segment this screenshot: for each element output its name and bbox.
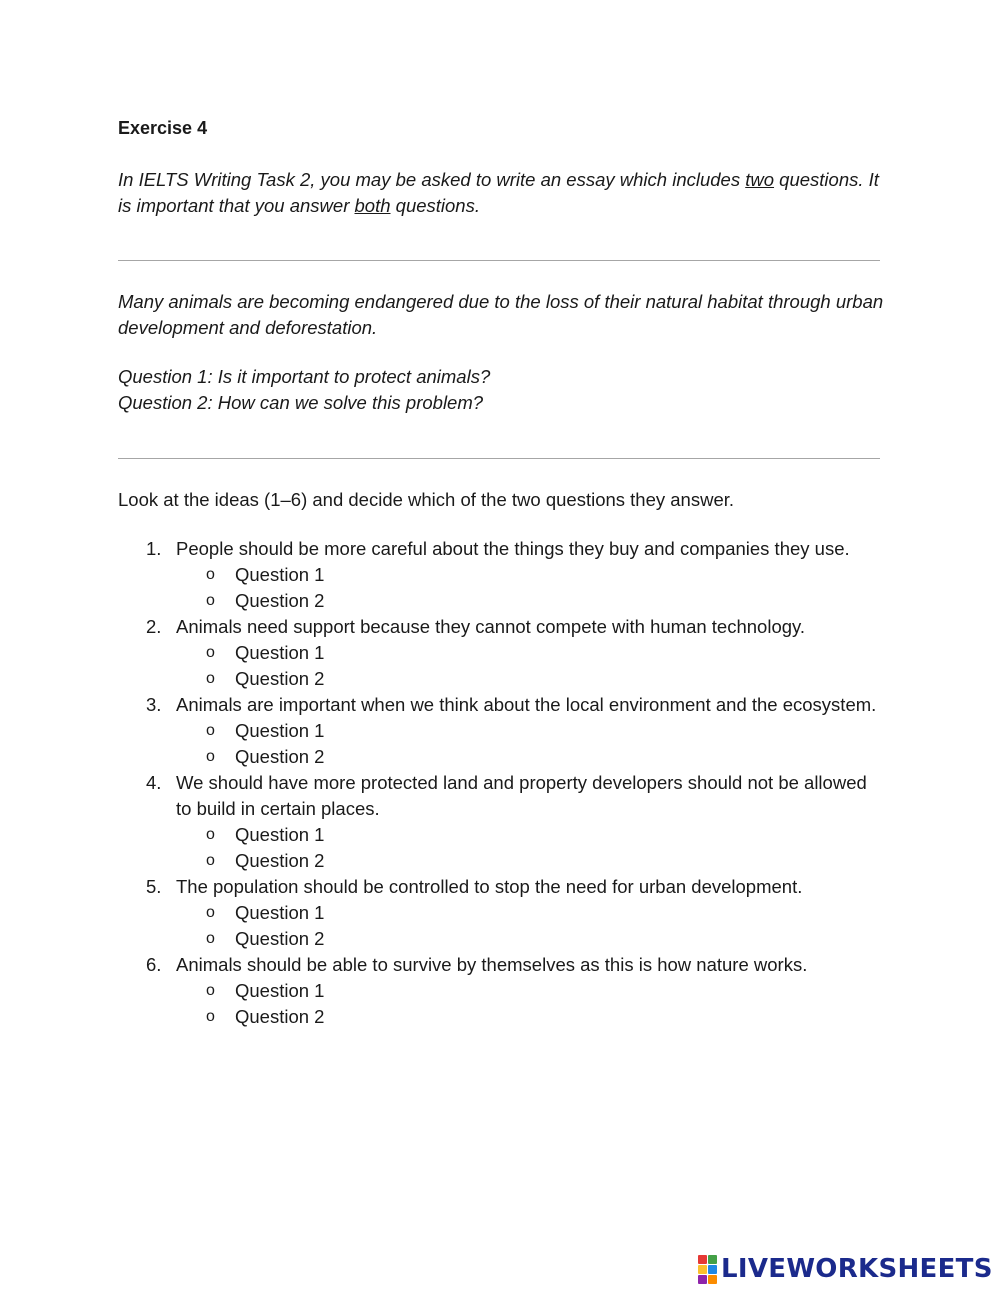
answer-option-label: Question 2 — [235, 746, 325, 767]
idea-item-1 — [118, 536, 878, 614]
idea-text: Animals should be able to survive by themselves as this is how nature works. — [176, 954, 808, 975]
idea-number: 4. — [146, 772, 162, 793]
essay-questions — [118, 364, 888, 415]
logo-mark-square — [708, 1275, 717, 1284]
answer-option-label: Question 1 — [235, 980, 325, 1001]
liveworksheets-logo — [698, 1252, 993, 1286]
essay-question-2: Question 2: How can we solve this problem? — [118, 391, 484, 413]
answer-option-question-1[interactable] — [176, 978, 878, 1004]
logo-mark-square — [698, 1255, 707, 1264]
intro-part-1: In IELTS Writing Task 2, you may be asked to write an essay which includes — [118, 169, 746, 190]
idea-text: People should be more careful about the things they buy and companies they use. — [176, 538, 850, 559]
idea-text: Animals need support because they cannot compete with human technology. — [176, 616, 806, 637]
logo-mark-square — [698, 1275, 707, 1284]
radio-circle-icon[interactable]: o — [206, 722, 215, 739]
idea-item-2 — [118, 614, 878, 692]
answer-option-label: Question 1 — [235, 824, 325, 845]
idea-number: 1. — [146, 538, 162, 559]
answer-option-question-2[interactable] — [176, 848, 878, 874]
logo-mark-square — [698, 1265, 707, 1274]
radio-circle-icon[interactable]: o — [206, 566, 215, 583]
radio-circle-icon[interactable]: o — [206, 930, 215, 947]
answer-option-label: Question 2 — [235, 590, 325, 611]
idea-number: 6. — [146, 954, 162, 975]
answer-option-question-2[interactable] — [176, 666, 878, 692]
answer-option-label: Question 1 — [235, 642, 325, 663]
radio-circle-icon[interactable]: o — [206, 826, 215, 843]
answer-option-question-1[interactable] — [176, 562, 878, 588]
answer-option-question-2[interactable] — [176, 588, 878, 614]
intro-part-3: questions. — [390, 194, 480, 216]
idea-text: We should have more protected land and property developers should not be allowed to build in certain places. — [176, 772, 867, 819]
idea-item-3 — [118, 692, 878, 770]
answer-option-question-1[interactable] — [176, 718, 878, 744]
answer-options — [176, 562, 878, 614]
answer-option-label: Question 2 — [235, 850, 325, 871]
intro-emphasis-both: both — [354, 194, 391, 216]
answer-options — [176, 978, 878, 1030]
answer-option-question-2[interactable] — [176, 1004, 878, 1030]
exercise-title: Exercise 4 — [118, 118, 208, 138]
idea-item-5 — [118, 874, 878, 952]
intro-part-2: questions. It is important that you answer — [118, 169, 879, 216]
divider-bottom — [118, 458, 880, 459]
liveworksheets-logo-icon — [698, 1255, 717, 1284]
answer-options — [176, 718, 878, 770]
answer-option-label: Question 1 — [235, 564, 325, 585]
essay-prompt: Many animals are becoming endangered due to the loss of their natural habitat through urban development and deforestation. — [118, 291, 884, 338]
answer-option-label: Question 1 — [235, 902, 325, 923]
idea-number: 2. — [146, 616, 162, 637]
idea-number: 3. — [146, 694, 162, 715]
ideas-list — [118, 536, 878, 1030]
answer-option-question-2[interactable] — [176, 926, 878, 952]
answer-option-label: Question 2 — [235, 1006, 325, 1027]
answer-options — [176, 822, 878, 874]
radio-circle-icon[interactable]: o — [206, 670, 215, 687]
radio-circle-icon[interactable]: o — [206, 748, 215, 765]
answer-option-label: Question 1 — [235, 720, 325, 741]
idea-item-4 — [118, 770, 878, 874]
answer-option-question-1[interactable] — [176, 822, 878, 848]
radio-circle-icon[interactable]: o — [206, 982, 215, 999]
answer-option-label: Question 2 — [235, 668, 325, 689]
idea-number: 5. — [146, 876, 162, 897]
idea-item-6 — [118, 952, 878, 1030]
instruction-text: Look at the ideas (1–6) and decide which of the two questions they answer. — [118, 489, 735, 510]
divider-top — [118, 260, 880, 261]
answer-option-question-1[interactable] — [176, 900, 878, 926]
answer-option-question-1[interactable] — [176, 640, 878, 666]
idea-text: Animals are important when we think about the local environment and the ecosystem. — [176, 694, 877, 715]
logo-text: LIVEWORKSHEETS — [721, 1254, 993, 1284]
logo-mark-square — [708, 1265, 717, 1274]
radio-circle-icon[interactable]: o — [206, 644, 215, 661]
radio-circle-icon[interactable]: o — [206, 904, 215, 921]
logo-mark-square — [708, 1255, 717, 1264]
answer-option-question-2[interactable] — [176, 744, 878, 770]
radio-circle-icon[interactable]: o — [206, 1008, 215, 1025]
essay-question-1: Question 1: Is it important to protect animals? — [118, 366, 491, 387]
radio-circle-icon[interactable]: o — [206, 852, 215, 869]
intro-text — [118, 167, 888, 218]
answer-options — [176, 640, 878, 692]
intro-emphasis-two: two — [745, 169, 775, 190]
idea-text: The population should be controlled to stop the need for urban development. — [176, 876, 803, 897]
radio-circle-icon[interactable]: o — [206, 592, 215, 609]
answer-option-label: Question 2 — [235, 928, 325, 949]
answer-options — [176, 900, 878, 952]
